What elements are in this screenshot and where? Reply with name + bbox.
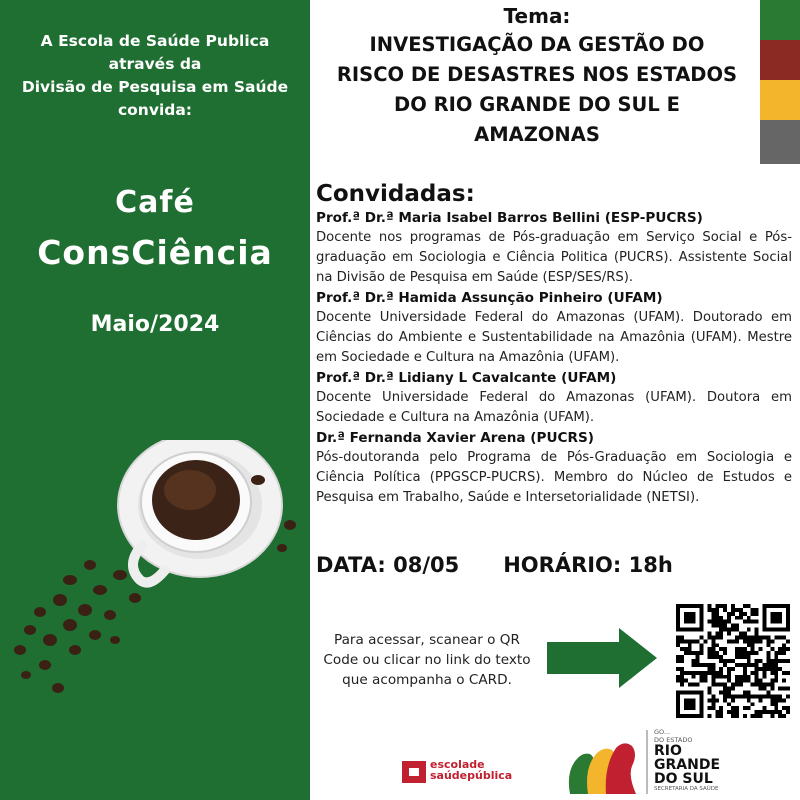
guest-name: Prof.ª Dr.ª Lidiany L Cavalcante (UFAM)	[316, 370, 617, 386]
guest-description: Pós-doutoranda pelo Programa de Pós-Graduação em Sociologia e Ciência Política (PPGSCP-PUCRS). Membro do Núcleo de Estudos e Pesquisa em Trabalho, Saúde e Intersetorialidade (NETSI).	[316, 450, 792, 505]
qr-code[interactable]	[676, 604, 790, 718]
theme-title-line: RISCO DE DESASTRES NOS ESTADOS	[336, 63, 738, 86]
logo-divider	[646, 730, 648, 794]
intro-line-4: convida:	[117, 101, 193, 119]
esp-logo-text	[430, 759, 512, 781]
guests-section	[316, 180, 792, 508]
theme-label: Tema:	[503, 4, 571, 28]
intro-line-1: A Escola de Saúde Publica	[40, 32, 270, 50]
guest-description: Docente Universidade Federal do Amazonas (UFAM). Doutorado em Ciências do Ambiente e Sustentabilidade na Amazônia (UFAM). Mestre em Sociedade e Cultura na Amazônia (UFAM).	[316, 310, 792, 365]
rs-gov-line-1: GO...	[654, 728, 671, 736]
rs-secretaria: SECRETARIA DA SAÚDE	[654, 786, 719, 792]
coffee-cup-illustration	[0, 440, 310, 710]
escola-saude-publica-logo	[400, 757, 513, 791]
theme-block	[318, 4, 756, 150]
guest-item	[316, 428, 792, 508]
guest-name: Dr.ª Fernanda Xavier Arena (PUCRS)	[316, 430, 594, 446]
rs-name-line-1: RIO	[654, 743, 682, 759]
esp-logo-line-2: saúdepública	[430, 769, 513, 782]
esp-logo-line-1: escolade	[430, 758, 485, 771]
people-profiles-icon	[562, 732, 642, 796]
event-date: DATA: 08/05	[316, 553, 460, 577]
swatch-yellow	[760, 80, 800, 120]
rs-name-line-2: GRANDE	[654, 757, 721, 773]
swatch-green	[760, 0, 800, 40]
intro-text	[0, 30, 310, 122]
intro-line-2: através da	[108, 55, 202, 73]
theme-title-line: INVESTIGAÇÃO DA GESTÃO DO	[369, 33, 705, 56]
rs-gov-line-2: DO ESTADO	[654, 736, 693, 744]
event-title	[0, 178, 310, 278]
guests-heading: Convidadas:	[316, 181, 475, 207]
access-instructions: Para acessar, scanear o QR Code ou clicar no link do texto que acompanha o CARD.	[323, 632, 531, 688]
guest-item	[316, 368, 792, 428]
swatch-red	[760, 40, 800, 80]
event-time: HORÁRIO: 18h	[503, 553, 673, 577]
guest-description: Docente nos programas de Pós-graduação em Serviço Social e Pós-graduação em Sociologia e Ciência Politica (PUCRS). Assistente Social na Divisão de Pesquisa em Saúde (ESP/SES/RS).	[316, 230, 792, 285]
esp-logo-icon	[400, 759, 430, 787]
theme-title-line: DO RIO GRANDE DO SUL E	[394, 93, 680, 116]
arrow-right-icon	[547, 628, 659, 688]
guest-item	[316, 208, 792, 288]
guest-item	[316, 288, 792, 368]
left-green-panel	[0, 0, 310, 800]
intro-line-3: Divisão de Pesquisa em Saúde	[21, 78, 289, 96]
theme-title-line: AMAZONAS	[474, 123, 600, 146]
theme-title	[318, 30, 756, 150]
event-title-line-2: ConsCiência	[37, 233, 273, 272]
guest-name: Prof.ª Dr.ª Maria Isabel Barros Bellini (ESP-PUCRS)	[316, 210, 703, 226]
guest-name: Prof.ª Dr.ª Hamida Assunção Pinheiro (UFAM)	[316, 290, 663, 306]
guest-description: Docente Universidade Federal do Amazonas (UFAM). Doutora em Sociedade e Cultura na Amazônia (UFAM).	[316, 390, 792, 425]
rs-name-line-3: DO SUL	[654, 771, 713, 787]
color-swatches	[760, 0, 800, 164]
date-time	[316, 553, 673, 577]
event-month: Maio/2024	[90, 312, 220, 337]
event-title-line-1: Café	[115, 185, 195, 220]
rs-logo-text	[654, 728, 720, 792]
rio-grande-do-sul-logo	[562, 728, 722, 798]
swatch-gray	[760, 120, 800, 164]
